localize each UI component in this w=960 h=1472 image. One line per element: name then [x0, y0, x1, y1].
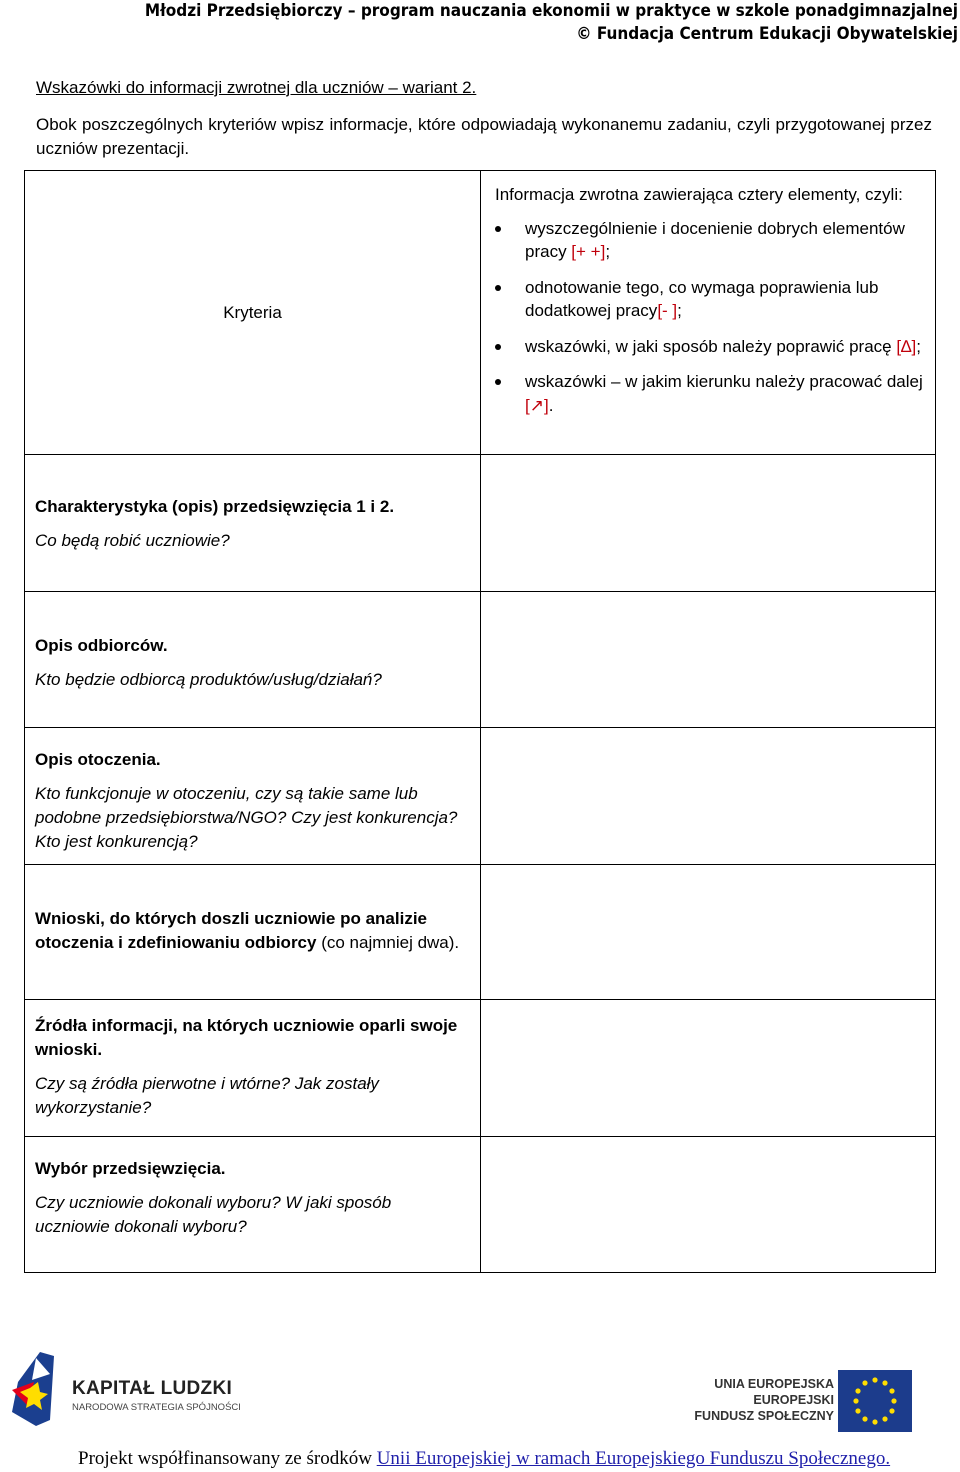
intro-title: Wskazówki do informacji zwrotnej dla uczniów – wariant 2. [36, 78, 477, 97]
list-item: wyszczególnienie i docenienie dobrych elementów pracy [+ +]; [495, 217, 927, 264]
mark-positive: [+ +] [571, 242, 606, 261]
bullet-icon [495, 226, 501, 232]
mark-delta: [∆] [896, 336, 917, 356]
criterion-question: Czy są źródła pierwotne i wtórne? Jak zostały wykorzystanie? [35, 1074, 379, 1117]
criterion-question: Co będą robić uczniowie? [35, 531, 230, 550]
criterion-sources-cell [25, 1000, 481, 1137]
feedback-input-cell[interactable] [481, 728, 936, 865]
feedback-elements-list [495, 217, 927, 418]
kapital-ludzki-subtitle: NARODOWA STRATEGIA SPÓJNOŚCI [72, 1402, 241, 1413]
criterion-note: (co najmniej dwa). [316, 933, 460, 952]
page-header [145, 0, 958, 46]
feedback-input-cell[interactable] [481, 865, 936, 1000]
kapital-ludzki-logo [10, 1352, 240, 1426]
list-item: odnotowanie tego, co wymaga poprawienia lub dodatkowej pracy[- ]; [495, 276, 927, 323]
footer-efs-link[interactable]: Unii Europejskiej w ramach Europejskiego Funduszu Społecznego. [376, 1448, 891, 1469]
criterion-audience-cell [25, 592, 481, 728]
criterion-title: Wybór przedsięwzięcia. [35, 1159, 226, 1178]
eu-efs-logo [688, 1370, 912, 1434]
criterion-title: Charakterystyka (opis) przedsięwzięcia 1 i 2. [35, 497, 395, 516]
criterion-title: Wnioski, do których doszli uczniowie po analizie otoczenia i zdefiniowaniu odbiorcy [35, 909, 427, 952]
criterion-description-cell [25, 455, 481, 592]
feedback-table [24, 170, 936, 1273]
criterion-title: Źródła informacji, na których uczniowie oparli swoje wnioski. [35, 1016, 458, 1059]
criteria-header-cell [25, 171, 481, 455]
header-copyright: © Fundacja Centrum Edukacji Obywatelskiej [576, 24, 958, 44]
criterion-conclusions-cell [25, 865, 481, 1000]
kapital-ludzki-title: KAPITAŁ LUDZKI [72, 1378, 233, 1399]
list-item: wskazówki – w jakim kierunku należy pracować dalej [↗]. [495, 370, 927, 417]
footer-text: Projekt współfinansowany ze środków [78, 1448, 377, 1469]
footer-cofinancing-note [78, 1448, 890, 1470]
feedback-header-cell [481, 171, 936, 455]
feedback-input-cell[interactable] [481, 1137, 936, 1273]
list-item: wskazówki, w jaki sposób należy poprawić pracę [∆]; [495, 335, 927, 359]
feedback-input-cell[interactable] [481, 1000, 936, 1137]
criterion-title: Opis odbiorców. [35, 636, 168, 655]
bullet-icon [495, 379, 501, 385]
feedback-input-cell[interactable] [481, 592, 936, 728]
mark-direction: [↗] [525, 395, 549, 415]
mark-negative: [- ] [657, 301, 678, 320]
criterion-environment-cell [25, 728, 481, 865]
feedback-input-cell[interactable] [481, 455, 936, 592]
criteria-label: Kryteria [223, 302, 282, 322]
criterion-question: Czy uczniowie dokonali wyboru? W jaki sposób uczniowie dokonali wyboru? [35, 1193, 392, 1236]
header-program-title: Młodzi Przedsiębiorczy – program nauczania ekonomii w praktyce w szkole ponadgimnazjalnej [144, 1, 958, 21]
criterion-question: Kto będzie odbiorcą produktów/usług/działań? [35, 670, 382, 689]
criterion-title: Opis otoczenia. [35, 750, 161, 769]
bullet-icon [495, 285, 501, 291]
criterion-choice-cell [25, 1137, 481, 1273]
criterion-question: Kto funkcjonuje w otoczeniu, czy są takie same lub podobne przedsiębiorstwa/NGO? Czy jest konkurencja? Kto jest konkurencją? [35, 784, 458, 851]
eu-logo-text: UNIA EUROPEJSKA EUROPEJSKI FUNDUSZ SPOŁECZNY [694, 1377, 834, 1423]
feedback-lead: Informacja zwrotna zawierająca cztery elementy, czyli: [495, 185, 903, 204]
intro-text: Obok poszczególnych kryteriów wpisz informacje, które odpowiadają wykonanemu zadaniu, czyli przygotowanej przez uczniów prezentacji. [36, 115, 932, 158]
bullet-icon [495, 344, 501, 350]
eu-flag-icon [838, 1370, 912, 1432]
